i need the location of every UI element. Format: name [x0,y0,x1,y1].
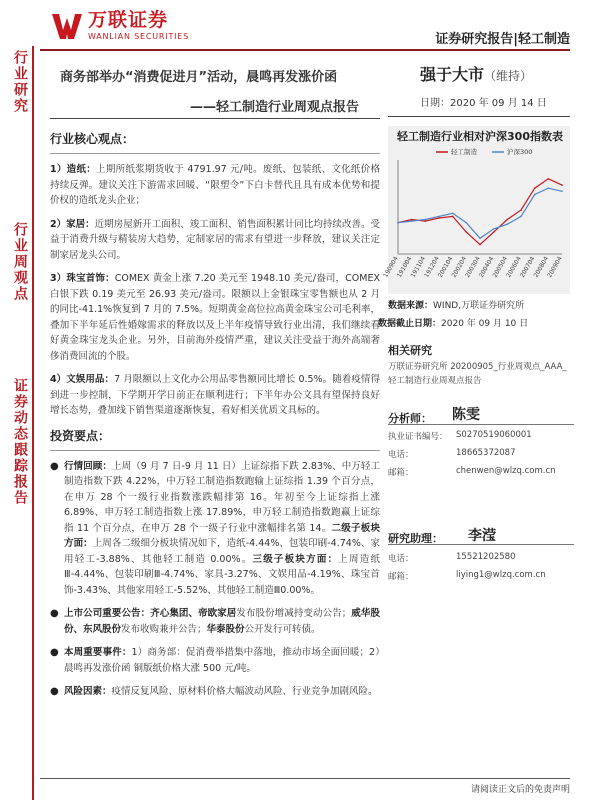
series-0-point-2 [425,220,427,222]
series-1-point-10 [534,194,536,196]
assistant-phone-value: 15521202580 [456,552,516,562]
announce-text-2: 发布收购兼并公告； [121,623,207,635]
series-1-point-1 [411,220,413,222]
x-tick-label: 200504 [491,255,510,279]
chart-title: 轻工制造行业相对沪深300指数表 [397,130,563,143]
analyst-email [388,466,574,478]
core-item-label: 2）家居： [50,218,95,230]
x-tick-label: 200904 [546,255,564,279]
analyst-cert [388,430,574,442]
events-label: 本周重要事件： [64,647,132,658]
x-tick-label: 200104 [436,255,455,279]
assistant-phone-label: 电话： [388,554,414,564]
x-tick-label: 191104 [409,255,428,279]
invest-events [50,645,380,676]
related-title: 相关研究 [388,344,432,357]
wanlian-logo-icon [52,12,82,40]
assistant-title: 研究助理： [388,532,443,545]
report-category: 证券研究报告|轻工制造 [435,32,570,47]
core-divider [50,153,380,154]
risk-text: 疫情反复风险、原材料价格大幅波动风险、行业竞争加剧风险。 [111,686,378,697]
series-0-point-1 [411,219,413,221]
core-item-label: 1）造纸： [50,164,97,175]
sidebar-label-tracking-report: 证券动态跟踪报告 [12,378,28,506]
series-0-point-6 [479,244,481,246]
sidebar-label-industry-research: 行业研究 [12,50,28,114]
series-1-point-7 [493,228,495,230]
x-tick-label: 200304 [464,255,482,279]
announce-company-2: 威华股份、东风股份 [64,608,380,635]
events-text: 1）商务部：促消费举措集中落地，推动市场全面回暖；2）晨鸣再发涨价函 铜版纸价格大涨 500 元/吨。 [64,647,380,674]
announce-company-3: 华泰股份 [206,623,245,635]
brand-name-cn: 万联证券 [88,9,169,31]
announce-label: 上市公司重要公告： [64,608,151,619]
analyst-divider [388,424,574,425]
analyst-email-value[interactable]: chenwen@wlzq.com.cn [456,466,556,476]
series-0-point-7 [493,231,495,233]
relative-performance-chart [382,144,570,294]
x-tick-label: 190904 [382,255,400,279]
report-subtitle: ——轻工制造行业周观点报告 [190,100,360,115]
legend-label-1: 沪深300 [507,148,533,156]
risk-label: 风险因素： [64,686,112,697]
series-1-point-12 [561,191,563,193]
announce-text-1: 发布股份增减持变动公告； [236,608,352,619]
invest-risk [50,684,380,700]
core-item-stationery [50,372,380,419]
invest-announce [50,606,380,637]
analyst-cert-label: 执业证书编号： [388,432,448,442]
announce-company-1: 齐心集团、帝欧家居 [150,608,237,619]
invest-divider [50,450,380,451]
right-divider [388,116,570,117]
review-text-l3: 上周造纸Ⅲ-4.44%、包装印刷Ⅲ-4.74%、家具-3.27%、文娱用品-4.19%、珠宝首饰-3.43%、其他家用轻工-5.52%、其他轻工制造Ⅲ0.00%。 [64,553,380,596]
analyst-phone-value: 18665372087 [456,448,516,458]
series-0-point-9 [520,209,522,211]
bullet-icon: ● [50,686,59,697]
review-label: 行情回顾： [64,460,112,472]
series-0-point-10 [534,187,536,189]
chart-source [388,298,524,311]
series-1-point-2 [425,219,427,221]
sidebar-label-weekly-view: 行业周观点 [12,222,28,302]
analyst-phone-label: 电话： [388,450,414,460]
assistant-divider [388,544,574,545]
invest-announce-body [64,606,380,637]
x-tick-label: 200804 [532,255,551,279]
assistant-email [388,570,574,582]
series-1-point-8 [507,223,509,225]
analyst-phone [388,448,574,460]
x-tick-label: 200404 [477,255,496,279]
chart-cutoff-value: 2020 年 09 月 10 日 [441,319,529,329]
series-1-point-4 [452,212,454,214]
review-label-l3: 三级子板块方面： [252,553,339,565]
footer-divider [40,778,570,779]
review-text-l2: 上周各二级细分板块情况如下，造纸-4.44%、包装印刷-4.74%、家用轻工-3.88%、其他轻工制造 0.00%。 [64,538,380,565]
core-item-text: 近期房屋新开工面积、竣工面积、销售面积累计同比均持续改善。受益于消费升级与精装房大趋势，定制家居的需求有望进一步释放，建议关注定制家居龙头公司。 [50,218,380,261]
assistant-name: 李滢 [468,528,496,544]
chart-cutoff [378,316,528,329]
rating-main: 强于大市 [420,65,485,84]
invest-title: 投资要点： [50,428,111,443]
x-tick-label: 200704 [518,255,537,279]
core-item-text: 7 月限额以上文化办公用品零售额同比增长 0.5%。随着疫情得到进一步控制，下学期开学日前正在顺利进行；下半年办公文具有望保持良好增长态势，叠加线下销售渠道逐渐恢复，看好相关优质文具标的。 [50,374,380,416]
bullet-icon: ● [50,647,59,658]
core-item-home [50,217,380,264]
assistant-email-value[interactable]: liying1@wlzq.com.cn [456,570,546,580]
series-1-point-6 [479,238,481,240]
main-column [50,124,380,708]
invest-review [50,459,380,599]
series-0-point-5 [466,231,468,233]
x-tick-label: 200604 [505,255,523,279]
disclaimer-link[interactable]: 请阅读正文后的免责声明 [470,785,570,795]
bullet-icon: ● [50,608,59,619]
series-0-point-4 [452,216,454,218]
rating-sub: （维持） [484,69,533,83]
rating [420,62,532,85]
series-1-point-11 [548,187,550,189]
legend-label-0: 轻工制造 [451,148,477,156]
announce-text-3: 公开发行可转债。 [244,623,321,635]
core-item-paper [50,162,380,209]
series-0-point-12 [561,184,563,186]
invest-risk-body [64,684,380,700]
series-1-point-9 [520,216,522,218]
header-divider [40,49,570,51]
brand-logo [52,10,189,41]
core-item-label: 3）珠宝首饰： [50,273,115,284]
report-title: 商务部举办“消费促进月”活动，晨鸣再发涨价函 [60,70,338,85]
title-divider [50,118,380,119]
chart-cutoff-label: 数据截止日期： [378,319,442,329]
assistant-phone [388,552,574,564]
series-1-point-0 [397,222,399,224]
x-tick-label: 191204 [423,255,441,279]
sidebar-divider [32,46,34,800]
x-tick-label: 200204 [450,255,469,279]
invest-review-body [64,459,380,599]
brand-name-en: WANLIAN SECURITIES [88,32,190,41]
series-1-point-5 [466,222,468,224]
review-text: 上周（9 月 7 日-9 月 11 日）上证综指下跌 2.83%、中万轻工制造指数下跌 4.22%，中万轻工制造指数跑输上证综指 1.39 个百分点，在申万 28 个一级行业指数涨跌幅排第 16。年初至今上证综指上涨 6.89%、申万轻工制造指数上涨 17.89%，申万轻工制造指数跑赢上证综指 11 个百分点，在申万 28 个一级子行业中涨幅排名第 14。 [64,460,380,534]
analyst-cert-value: S0270519060001 [456,430,532,440]
analyst-email-label: 邮箱： [388,468,414,478]
bullet-icon: ● [50,460,59,472]
page-header [0,0,600,56]
invest-events-body [64,645,380,676]
assistant-email-label: 邮箱： [388,572,414,582]
series-line-1 [398,188,562,238]
chart-source-label: 数据来源： [388,301,434,311]
core-title: 行业核心观点： [50,132,135,146]
review-label-l2: 二级子板块方面： [64,522,380,549]
related-report-link[interactable]: 万联证券研究所 20200905_行业周观点_AAA_轻工制造行业周观点报告 [388,362,567,386]
chart-source-value: WIND,万联证券研究所 [433,301,525,311]
x-tick-label: 191004 [395,255,414,279]
series-0-point-8 [507,219,509,221]
core-item-text: COMEX 黄金上涨 7.20 美元至 1948.10 美元/盎司，COMEX 白银下跌 0.19 美元至 26.93 美元/盎司。限额以上金银珠宝零售额也从 2 月的同比-41.1%恢复到 7 月的 7.5%。短期黄金高位拉高黄金珠宝公司毛利率，叠加下半年延后性婚嫁需求的释放以及上半年疫情导致行业出清，我们继续看好黄金珠宝龙头企业。另外，目前海外疫情严重，建议关注受益于海外高端奢侈消费回流的个股。 [50,273,380,362]
report-date: 日期：2020 年 09 月 14 日 [420,98,547,109]
series-1-point-3 [438,216,440,218]
core-item-text: 上期所纸浆期货收于 4791.97 元/吨。废纸、包装纸、文化纸价格持续反弹。建议关注下游需求回暖、“限塑令”下白卡替代且具有成本优势和提价权的造纸龙头企业； [50,164,380,206]
series-0-point-3 [438,217,440,219]
analyst-title: 分析师： [388,412,432,425]
series-0-point-11 [548,178,550,180]
core-item-label: 4）文娱用品： [50,374,115,385]
core-item-jewelry [50,271,380,364]
series-line-0 [398,179,562,245]
analyst-name: 陈雯 [452,407,480,423]
